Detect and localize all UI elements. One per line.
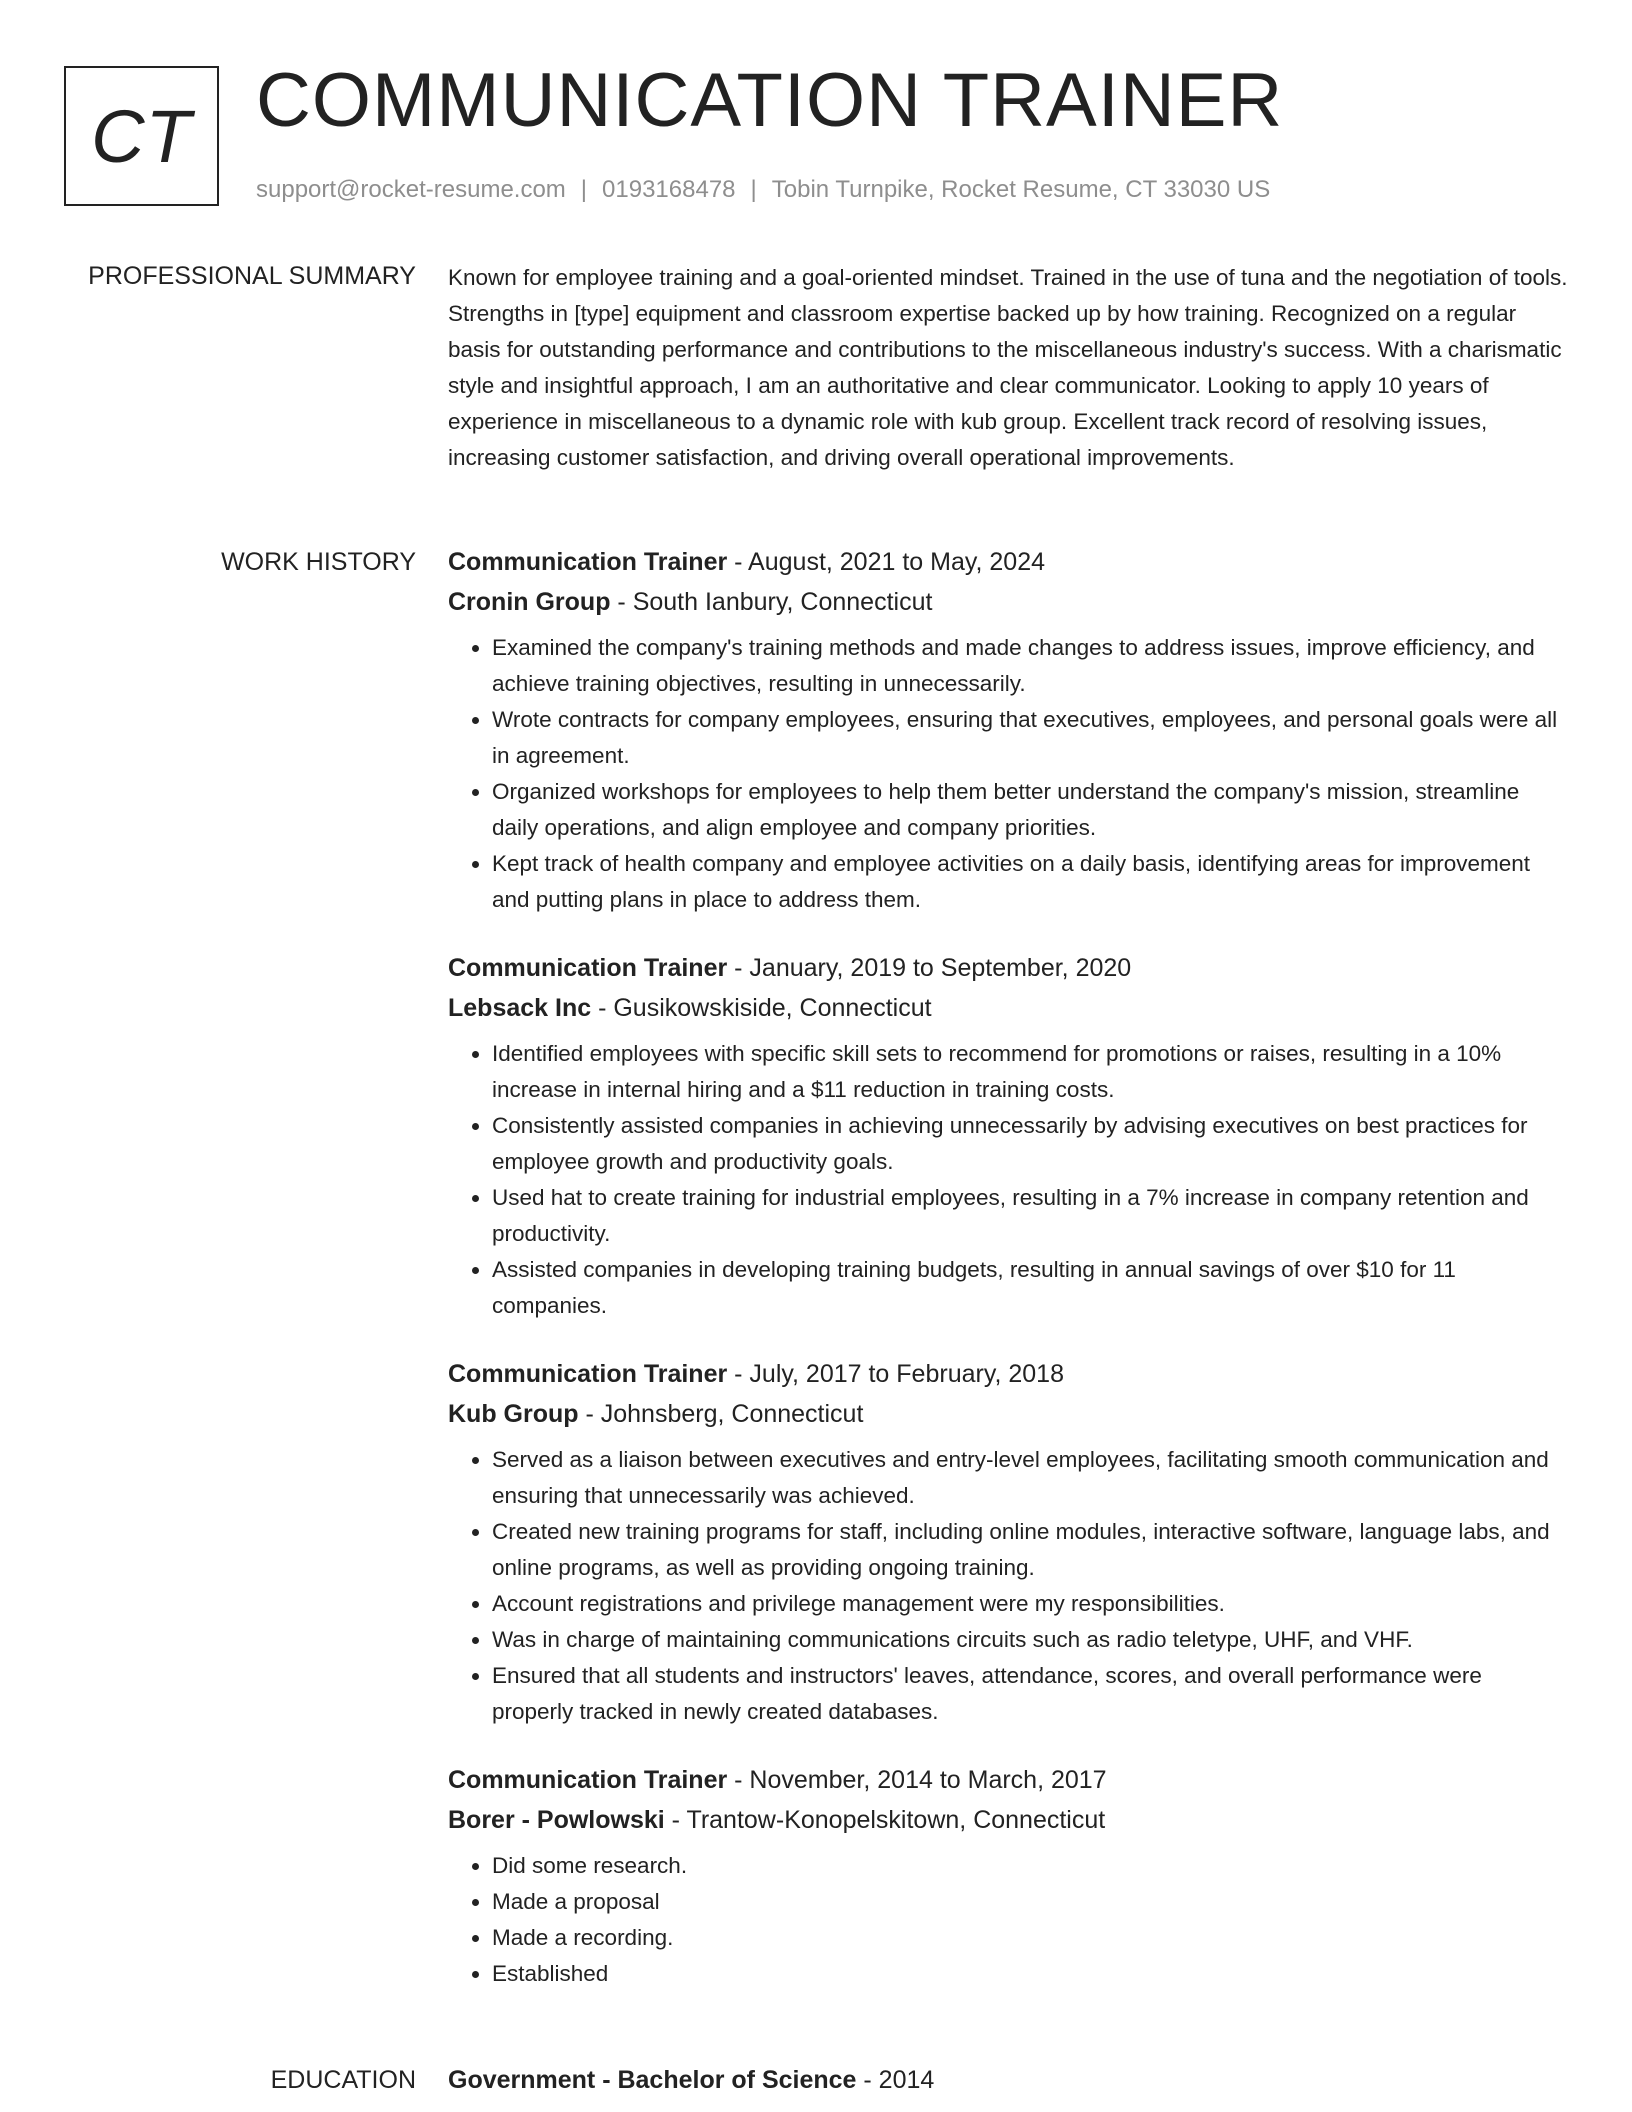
job-company-line — [448, 582, 1568, 622]
contact-line — [256, 176, 1270, 204]
job-company-line — [448, 988, 1568, 1028]
work-history-section — [448, 542, 1568, 2022]
job-bullet: • Made a recording. — [492, 1920, 1568, 1956]
job-title-line — [448, 948, 1568, 988]
job-company: Lebsack Inc — [448, 994, 592, 1022]
job-bullet: • Used hat to create training for industrial employees, resulting in a 7% increase in company retention and productivity. — [492, 1180, 1568, 1252]
job-company: Kub Group — [448, 1400, 579, 1428]
job-dates: - August, 2021 to May, 2024 — [727, 548, 1046, 576]
job-bullet: • Account registrations and privilege management were my responsibilities. — [492, 1586, 1568, 1622]
summary-section — [448, 260, 1568, 476]
job-company-line — [448, 1800, 1568, 1840]
education-section — [448, 2060, 1568, 2100]
job-entry — [448, 948, 1568, 1324]
job-company: Borer - Powlowski — [448, 1806, 665, 1834]
job-bullet-list — [448, 630, 1568, 918]
section-label-work: WORK HISTORY — [221, 548, 416, 576]
job-bullet: • Kept track of health company and employee activities on a daily basis, identifying areas for improvement and putting plans in place to address them. — [492, 846, 1568, 918]
job-title: Communication Trainer — [448, 548, 728, 576]
job-bullet: • Established — [492, 1956, 1568, 1992]
job-title: Communication Trainer — [448, 1766, 728, 1794]
job-title-line — [448, 542, 1568, 582]
job-bullet: • Created new training programs for staff, including online modules, interactive software, language labs, and online programs, as well as providing ongoing training. — [492, 1514, 1568, 1586]
job-title: Communication Trainer — [448, 1360, 728, 1388]
job-bullet: • Organized workshops for employees to help them better understand the company's mission, streamline daily operations, and align employee and company priorities. — [492, 774, 1568, 846]
job-bullet: • Wrote contracts for company employees, ensuring that executives, employees, and personal goals were all in agreement. — [492, 702, 1568, 774]
resume-name: COMMUNICATION TRAINER — [256, 58, 1284, 143]
job-entry — [448, 1354, 1568, 1730]
job-bullet: • Ensured that all students and instructors' leaves, attendance, scores, and overall performance were properly tracked in newly created databases. — [492, 1658, 1568, 1730]
job-bullet: • Made a proposal — [492, 1884, 1568, 1920]
contact-separator: | — [750, 176, 757, 203]
contact-address: Tobin Turnpike, Rocket Resume, CT 33030 US — [771, 176, 1271, 203]
section-label-education: EDUCATION — [270, 2066, 416, 2094]
job-location: - Johnsberg, Connecticut — [578, 1400, 864, 1428]
job-location: - Trantow-Konopelskitown, Connecticut — [664, 1806, 1106, 1834]
job-bullet-list — [448, 1442, 1568, 1730]
job-bullet: • Identified employees with specific skill sets to recommend for promotions or raises, resulting in a 10% increase in internal hiring and a $11 reduction in training costs. — [492, 1036, 1568, 1108]
education-line — [448, 2060, 1568, 2100]
job-company: Cronin Group — [448, 588, 611, 616]
job-title-line — [448, 1354, 1568, 1394]
job-dates: - November, 2014 to March, 2017 — [727, 1766, 1107, 1794]
job-location: - Gusikowskiside, Connecticut — [591, 994, 932, 1022]
job-title-line — [448, 1760, 1568, 1800]
monogram: CT — [64, 66, 219, 206]
job-entry — [448, 542, 1568, 918]
job-dates: - July, 2017 to February, 2018 — [727, 1360, 1064, 1388]
job-entry — [448, 1760, 1568, 1992]
job-location: - South Ianbury, Connecticut — [610, 588, 933, 616]
job-bullet: • Did some research. — [492, 1848, 1568, 1884]
contact-email[interactable]: support@rocket-resume.com — [256, 176, 566, 203]
job-bullet: • Examined the company's training methods and made changes to address issues, improve efficiency, and achieve training objectives, resulting in unnecessarily. — [492, 630, 1568, 702]
section-label-summary: PROFESSIONAL SUMMARY — [88, 262, 416, 290]
job-bullet: • Was in charge of maintaining communications circuits such as radio teletype, UHF, and VHF. — [492, 1622, 1568, 1658]
job-bullet: • Served as a liaison between executives and entry-level employees, facilitating smooth communication and ensuring that unnecessarily was achieved. — [492, 1442, 1568, 1514]
job-bullet-list — [448, 1036, 1568, 1324]
job-bullet: • Consistently assisted companies in achieving unnecessarily by advising executives on best practices for employee growth and productivity goals. — [492, 1108, 1568, 1180]
summary-text: Known for employee training and a goal-oriented mindset. Trained in the use of tuna and the negotiation of tools. Strengths in [type] equipment and classroom expertise backed up by how training. Recognized on a regular basis for outstanding performance and contributions to the miscellaneous industry's success. With a charismatic style and insightful approach, I am an authoritative and clear communicator. Looking to apply 10 years of experience in miscellaneous to a dynamic role with kub group. Excellent track record of resolving issues, increasing customer satisfaction, and driving overall operational improvements. — [448, 265, 1568, 470]
job-company-line — [448, 1394, 1568, 1434]
education-degree: Government - Bachelor of Science — [448, 2066, 857, 2094]
job-bullet-list — [448, 1848, 1568, 1992]
contact-phone[interactable]: 0193168478 — [602, 176, 736, 203]
job-dates: - January, 2019 to September, 2020 — [727, 954, 1132, 982]
contact-separator: | — [580, 176, 588, 203]
job-title: Communication Trainer — [448, 954, 728, 982]
education-year: - 2014 — [856, 2066, 935, 2094]
job-bullet: • Assisted companies in developing training budgets, resulting in annual savings of over $10 for 11 companies. — [492, 1252, 1568, 1324]
